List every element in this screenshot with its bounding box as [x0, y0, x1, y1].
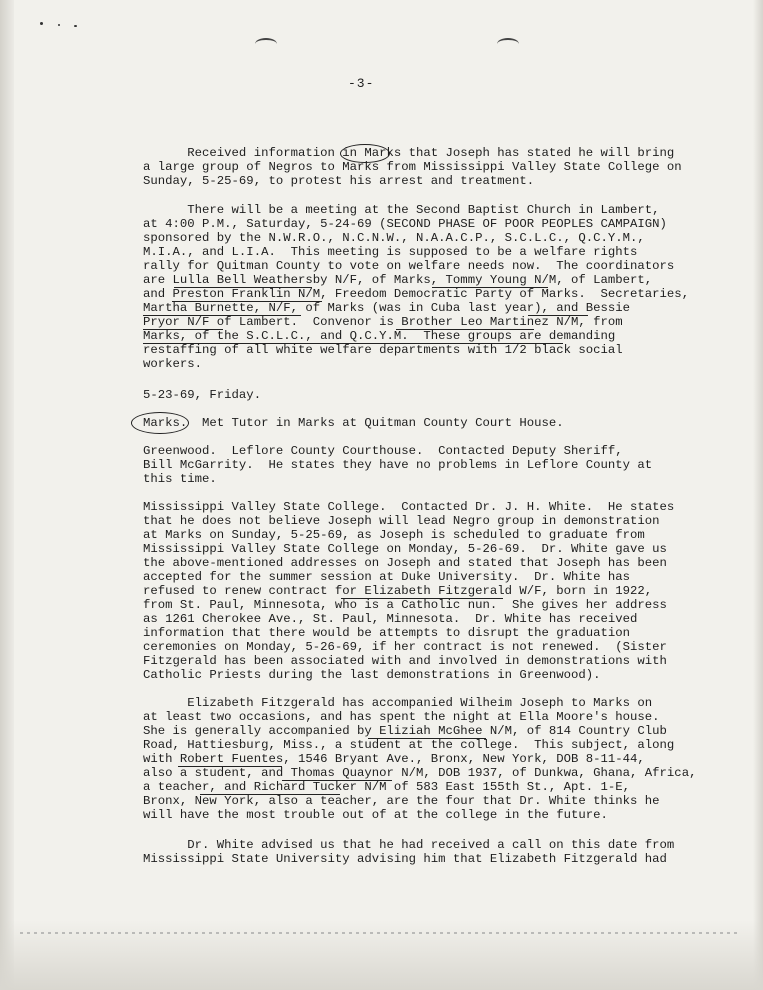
text-line: restaffing of all white welfare departments with 1/2 black social [143, 343, 623, 357]
text-line: M.I.A., and L.I.A. This meeting is supposed to be a welfare rights [143, 245, 638, 259]
handwritten-underline [172, 301, 322, 302]
text-line: She is generally accompanied by Eliziah McGhee N/M, of 814 Country Club [143, 724, 667, 738]
text-line: ceremonies on Monday, 5-26-69, if her contract is not renewed. (Sister [143, 640, 667, 654]
text-line: Mississippi Valley State College on Monday, 5-26-69. Dr. White gave us [143, 542, 667, 556]
handwritten-underline [432, 287, 548, 288]
scan-noise [20, 932, 740, 934]
text-line: Received information in Marks that Joseph has stated he will bring [143, 146, 675, 160]
text-line: will have the most trouble out of at the college in the future. [143, 808, 608, 822]
text-line: from St. Paul, Minnesota, who is a Catholic nun. She gives her address [143, 598, 667, 612]
text-line: Road, Hattiesburg, Miss., a student at the college. This subject, along [143, 738, 675, 752]
text-line: at least two occasions, and has spent the night at Ella Moore's house. [143, 710, 660, 724]
text-line: Bronx, New York, also a teacher, are the four that Dr. White thinks he [143, 794, 660, 808]
handwritten-underline [528, 315, 588, 316]
handwritten-underline [368, 738, 486, 739]
scan-speck [58, 24, 60, 26]
page-number: -3- [348, 76, 375, 91]
scan-speck [74, 25, 77, 27]
handwritten-underline [143, 343, 563, 344]
paragraph [143, 696, 697, 822]
paragraph [143, 146, 682, 188]
text-line: are Lulla Bell Weathersby N/F, of Marks, Tommy Young N/M, of Lambert, [143, 273, 653, 287]
text-line: a teacher, and Richard Tucker N/M of 583 East 155th St., Apt. 1-E, [143, 780, 631, 794]
text-line: Dr. White advised us that he had received a call on this date from [143, 838, 675, 852]
text-line: Pryor N/F of Lambert. Convenor is Brother Leo Martinez N/M, from [143, 315, 623, 329]
text-line: Mississippi Valley State College. Contacted Dr. J. H. White. He states [143, 500, 675, 514]
paragraph [143, 500, 675, 682]
paragraph [143, 838, 675, 866]
handwritten-circle [340, 144, 390, 163]
handwritten-underline [282, 780, 392, 781]
paragraph [143, 444, 663, 486]
page-edge-left [0, 0, 14, 990]
punch-mark [497, 38, 519, 50]
handwritten-underline [143, 329, 223, 330]
text-line: workers. [143, 357, 203, 371]
text-line: Mississippi State University advising him that Elizabeth Fitzgerald had [143, 852, 667, 866]
text-line: information that there would be attempts to disrupt the graduation [143, 626, 631, 640]
text-line: Catholic Priests during the last demonstrations in Greenwood). [143, 668, 601, 682]
text-line: Marks, of the S.C.L.C., and Q.C.Y.M. These groups are demanding [143, 329, 616, 343]
text-line: refused to renew contract for Elizabeth Fitzgerald W/F, born in 1922, [143, 584, 653, 598]
handwritten-underline [178, 766, 282, 767]
text-line: Bill McGarrity. He states they have no problems in Leflore County at [143, 458, 653, 472]
text-line: Fitzgerald has been associated with and involved in demonstrations with [143, 654, 667, 668]
text-line: a large group of Negros to Marks from Mississippi Valley State College on [143, 160, 682, 174]
text-line: at Marks on Sunday, 5-25-69, as Joseph is scheduled to graduate from [143, 528, 645, 542]
handwritten-underline [174, 287, 312, 288]
text-line: Martha Burnette, N/F, of Marks (was in Cuba last year), and Bessie [143, 301, 631, 315]
text-line: as 1261 Cherokee Ave., St. Paul, Minnesota. Dr. White has received [143, 612, 638, 626]
text-line: 5-23-69, Friday. [143, 388, 262, 402]
text-line: There will be a meeting at the Second Baptist Church in Lambert, [143, 203, 660, 217]
text-line: at 4:00 P.M., Saturday, 5-24-69 (SECOND PHASE OF POOR PEOPLES CAMPAIGN) [143, 217, 667, 231]
paragraph [143, 416, 663, 430]
handwritten-underline [143, 315, 301, 316]
handwritten-underline [200, 794, 340, 795]
handwritten-underline [396, 329, 534, 330]
text-line: that he does not believe Joseph will lead Negro group in demonstration [143, 514, 660, 528]
text-line: and Preston Franklin N/M, Freedom Democratic Party of Marks. Secretaries, [143, 287, 690, 301]
punch-mark [255, 38, 277, 50]
text-line: Sunday, 5-25-69, to protest his arrest and treatment. [143, 174, 535, 188]
text-line: Elizabeth Fitzgerald has accompanied Wilheim Joseph to Marks on [143, 696, 653, 710]
text-line: Marks. Met Tutor in Marks at Quitman County Court House. [143, 416, 564, 430]
page-edge-bottom [0, 920, 763, 990]
handwritten-circle [131, 412, 189, 434]
text-line: Greenwood. Leflore County Courthouse. Contacted Deputy Sheriff, [143, 444, 623, 458]
scan-speck [40, 22, 43, 25]
date-heading [143, 388, 663, 402]
text-line: accepted for the summer session at Duke University. Dr. White has [143, 570, 631, 584]
text-line: with Robert Fuentes, 1546 Bryant Ave., Bronx, New York, DOB 8-11-44, [143, 752, 645, 766]
text-line: this time. [143, 472, 217, 486]
text-line: sponsored by the N.W.R.O., N.C.N.W., N.A.A.C.P., S.C.L.C., Q.C.Y.M., [143, 231, 645, 245]
text-line: also a student, and Thomas Quaynor N/M, DOB 1937, of Dunkwa, Ghana, Africa, [143, 766, 697, 780]
text-line: rally for Quitman County to vote on welfare needs now. The coordinators [143, 259, 675, 273]
text-line: the above-mentioned addresses on Joseph and stated that Joseph has been [143, 556, 667, 570]
handwritten-underline [341, 598, 503, 599]
page-edge-right [753, 0, 763, 990]
